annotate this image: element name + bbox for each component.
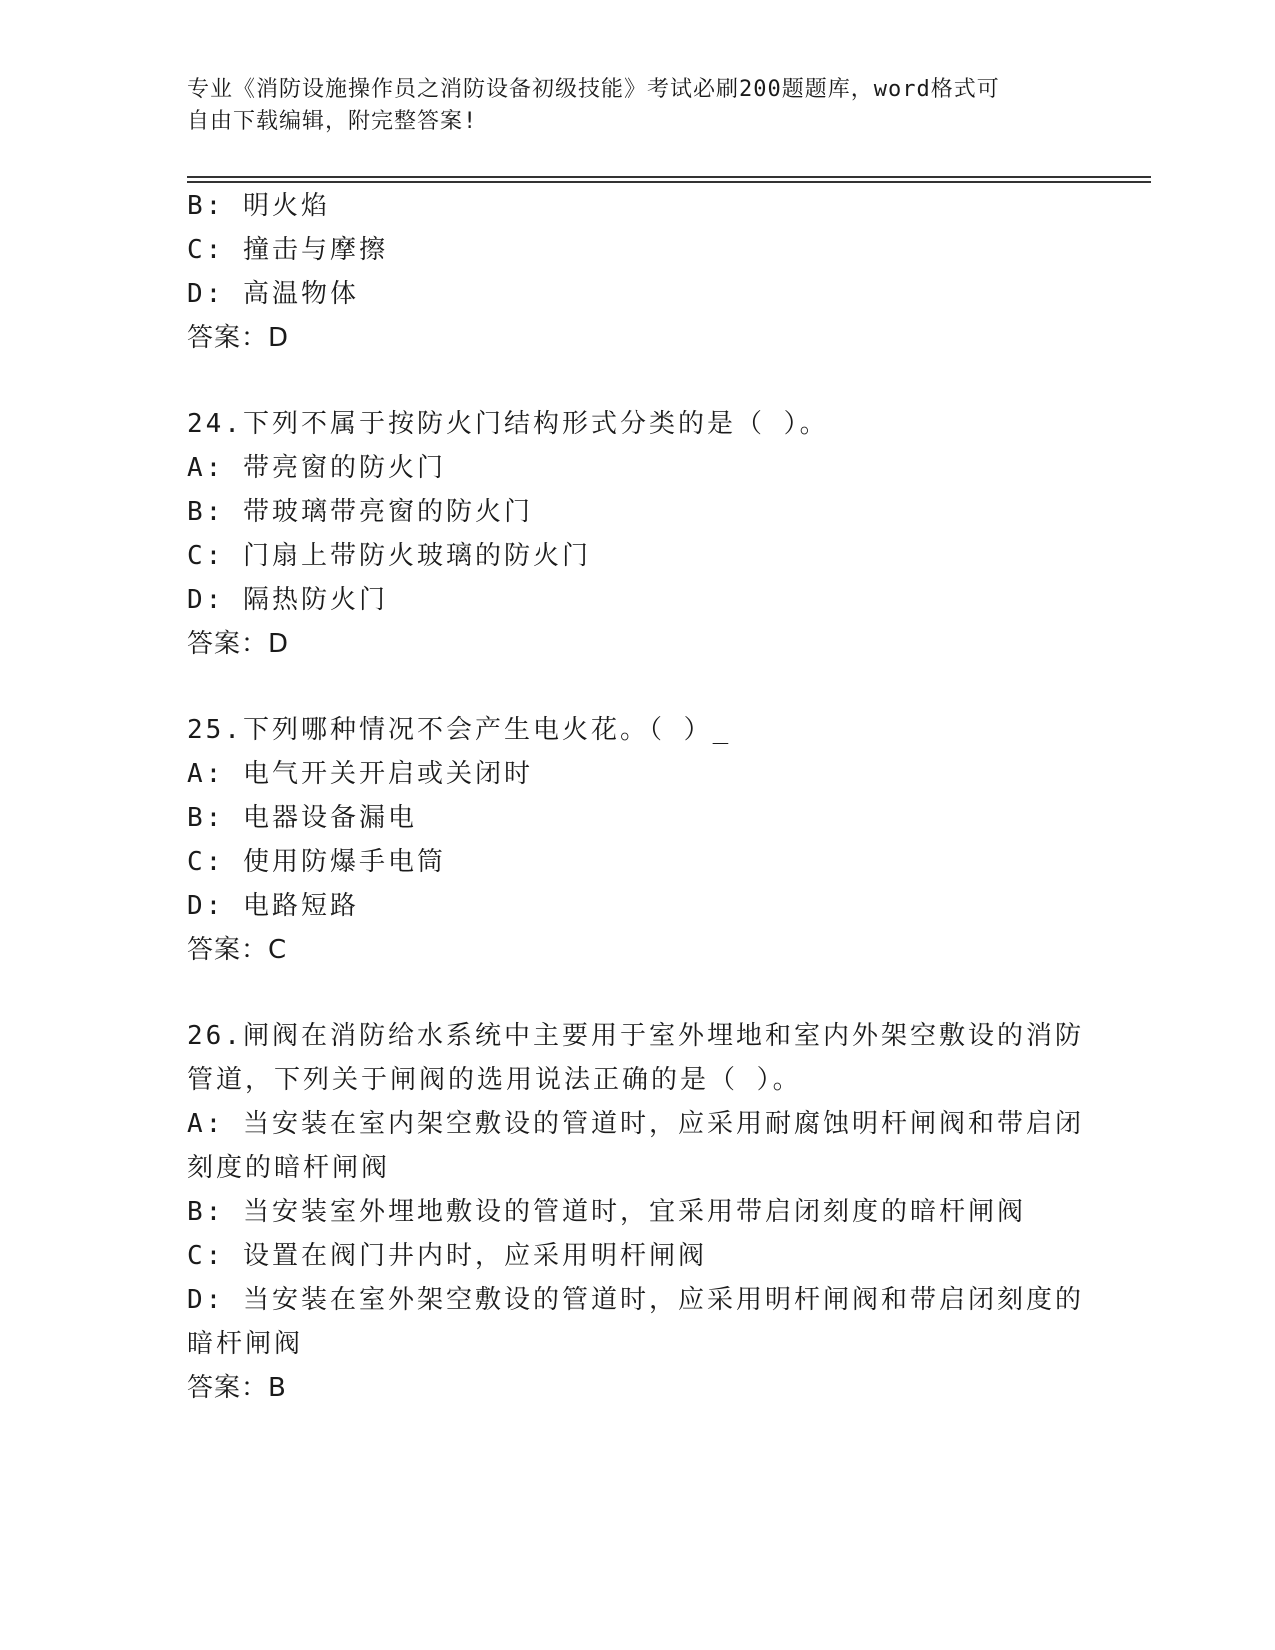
header-divider-top: [187, 176, 1151, 178]
option-d: D: 高温物体: [187, 279, 359, 309]
question-stem-line-2: 管道，下列关于闸阀的选用说法正确的是（ ）。: [187, 1065, 802, 1095]
option-c: C: 门扇上带防火玻璃的防火门: [187, 541, 591, 571]
answer-line: 答案：D: [187, 323, 290, 353]
option-d-line-1: D: 当安装在室外架空敷设的管道时，应采用明杆闸阀和带启闭刻度的: [187, 1285, 1084, 1315]
header-line-1: 专业《消防设施操作员之消防设备初级技能》考试必刷200题题库，word格式可: [187, 77, 1000, 102]
answer-line: 答案：D: [187, 629, 290, 659]
answer-line: 答案：C: [187, 935, 288, 965]
option-b: B: 电器设备漏电: [187, 803, 417, 833]
answer-line: 答案：B: [187, 1373, 287, 1403]
option-a: A: 带亮窗的防火门: [187, 453, 446, 483]
option-c: C: 使用防爆手电筒: [187, 847, 446, 877]
header-divider-bottom: [187, 181, 1151, 183]
option-b: B: 当安装室外埋地敷设的管道时，宜采用带启闭刻度的暗杆闸阀: [187, 1197, 1026, 1227]
option-c: C: 撞击与摩擦: [187, 235, 388, 265]
question-stem: 24.下列不属于按防火门结构形式分类的是（ ）。: [187, 409, 829, 439]
option-b: B: 带玻璃带亮窗的防火门: [187, 497, 533, 527]
option-d: D: 隔热防火门: [187, 585, 388, 615]
document-header: [187, 74, 1087, 138]
question-stem-line-1: 26.闸阀在消防给水系统中主要用于室外埋地和室内外架空敷设的消防: [187, 1021, 1084, 1051]
option-c: C: 设置在阀门井内时，应采用明杆闸阀: [187, 1241, 707, 1271]
option-a: A: 电气开关开启或关闭时: [187, 759, 533, 789]
option-a-line-1: A: 当安装在室内架空敷设的管道时，应采用耐腐蚀明杆闸阀和带启闭: [187, 1109, 1084, 1139]
option-d-line-2: 暗杆闸阀: [187, 1329, 304, 1359]
option-b: B: 明火焰: [187, 191, 330, 221]
header-line-2: 自由下载编辑，附完整答案!: [187, 109, 478, 134]
question-stem: 25.下列哪种情况不会产生电火花。（ ）_: [187, 715, 732, 745]
option-d: D: 电路短路: [187, 891, 359, 921]
option-a-line-2: 刻度的暗杆闸阀: [187, 1153, 391, 1183]
